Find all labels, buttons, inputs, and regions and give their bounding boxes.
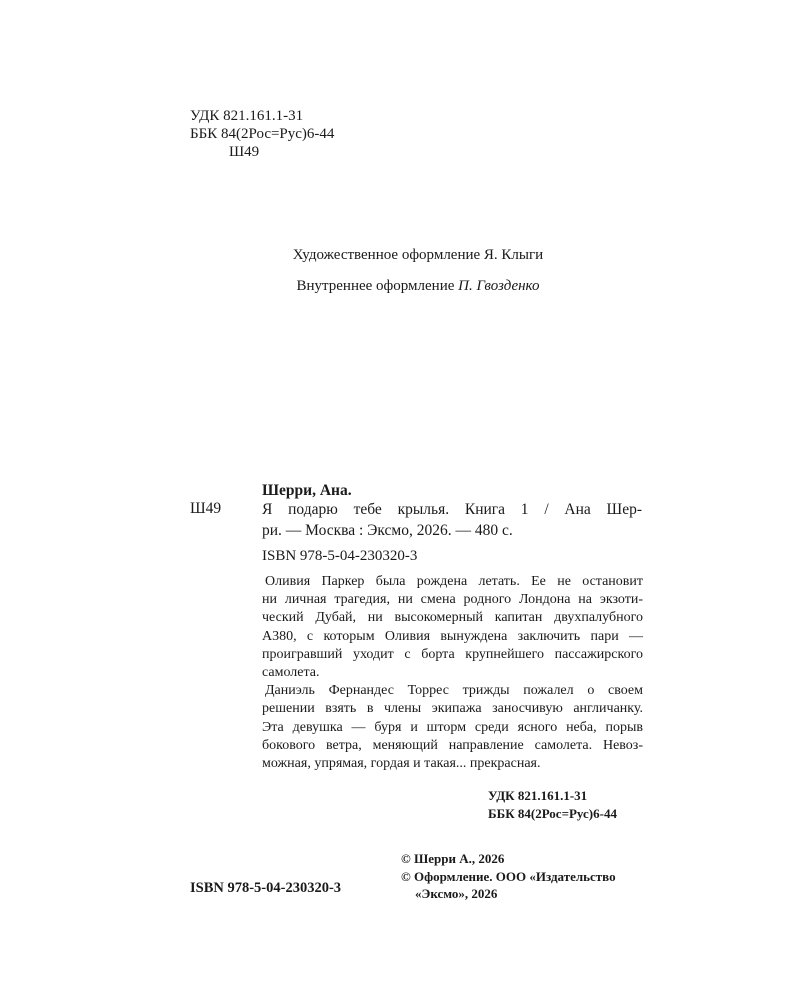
- annotation-line: А380, с которым Оливия вынуждена заключить пари —: [262, 628, 643, 644]
- interior-design-label: Внутреннее оформление: [296, 278, 455, 294]
- annotation-line: Оливия Паркер была рождена летать. Ее не остановит: [265, 574, 643, 589]
- annotation-line: Даниэль Фернандес Торрес трижды пожалел о своем: [265, 683, 643, 699]
- cover-design-credit: Художественное оформление Я. Клыги: [292, 247, 544, 263]
- bbk-code: ББК 84(2Рос=Рус)6-44: [190, 126, 335, 142]
- annotation-line: самолета.: [262, 665, 320, 681]
- annotation-line: можная, упрямая, гордая и такая... прекрасная.: [262, 756, 541, 772]
- annotation-line: решении взять в члены экипажа заносчивую англичанку.: [262, 701, 643, 717]
- annotation-line: ческий Дубай, ни высокомерный капитан двухпалубного: [262, 610, 643, 626]
- catalog-author-mark: Ш49: [190, 500, 222, 517]
- catalog-title-line: ри. — Москва : Эксмо, 2026. — 480 с.: [262, 522, 513, 539]
- udk-code: УДК 821.161.1-31: [488, 788, 588, 803]
- annotation-line: бокового ветра, меняющий направление самолета. Невоз-: [262, 737, 643, 753]
- catalog-isbn: ISBN 978-5-04-230320-3: [262, 548, 418, 564]
- copyright-design-cont: «Эксмо», 2026: [415, 886, 498, 901]
- annotation-line: ни личная трагедия, ни смена родного Лондона на экзоти-: [262, 592, 643, 608]
- author-mark: Ш49: [229, 144, 260, 160]
- annotation-line: Эта девушка — буря и шторм среди ясного неба, порыв: [262, 719, 643, 735]
- top-classification-codes: [190, 107, 334, 161]
- bottom-classification-codes: [488, 787, 617, 823]
- copyright-block: [401, 850, 616, 903]
- catalog-title-line: Я подарю тебе крылья. Книга 1 / Ана Шер-: [262, 501, 642, 518]
- copyright-design: © Оформление. ООО «Издательство: [401, 868, 616, 884]
- catalog-author: Шерри, Ана.: [262, 482, 352, 499]
- annotation-text: [262, 573, 643, 773]
- annotation-line: проигравший уходит с борта крупнейшего пассажирского: [262, 646, 643, 662]
- isbn-bottom: ISBN 978-5-04-230320-3: [190, 880, 342, 896]
- interior-design-credit: [0, 278, 800, 295]
- interior-designer-name: П. Гвозденко: [458, 278, 540, 294]
- bbk-code: ББК 84(2Рос=Рус)6-44: [488, 806, 617, 821]
- catalog-title-block: [262, 499, 642, 541]
- copyright-author: © Шерри А., 2026: [401, 851, 505, 866]
- udk-code: УДК 821.161.1-31: [190, 108, 304, 124]
